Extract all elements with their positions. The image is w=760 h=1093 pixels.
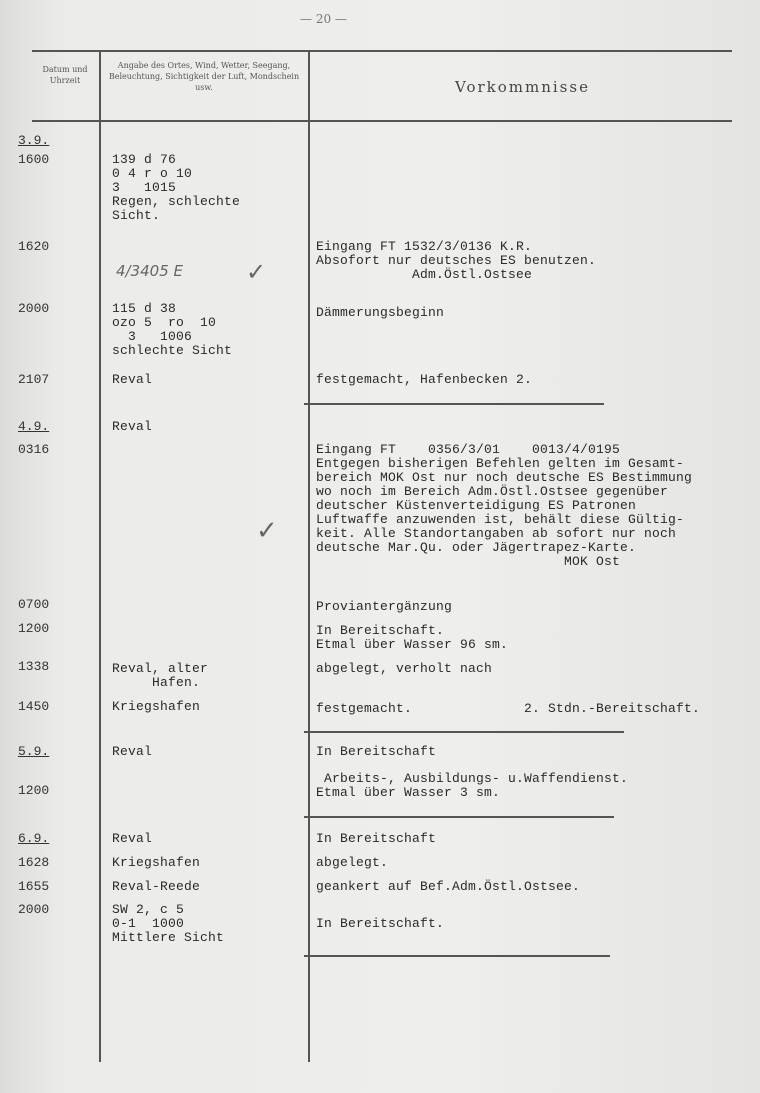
event-text: Proviantergänzung (316, 599, 453, 614)
event-text: abgelegt. (316, 855, 389, 870)
section-rule (304, 403, 604, 405)
event-text: Dämmerungsbeginn (316, 305, 445, 320)
pencil-annotation: 4/3405 E (116, 262, 184, 280)
time-label: 1628 (18, 855, 50, 870)
time-label: 2000 (18, 902, 50, 917)
event-text: abgelegt, verholt nach (316, 661, 493, 676)
time-label: 1200 (18, 783, 50, 798)
event-text: geankert auf Bef.Adm.Östl.Ostsee. (316, 879, 581, 894)
section-rule (304, 816, 614, 818)
column-divider-2 (308, 52, 310, 1062)
time-label: 1338 (18, 659, 50, 674)
event-text: In Bereitschaft. (316, 916, 445, 931)
time-label: 1655 (18, 879, 50, 894)
section-rule (304, 955, 610, 957)
bleed-through (360, 152, 520, 166)
place-weather: Reval-Reede (112, 879, 201, 894)
date-label: 5.9. (18, 744, 50, 759)
place-weather: 139 d 76 0 4 r o 10 3 1015 Regen, schlechte Sicht. (112, 152, 241, 223)
place-weather: 115 d 38 ozo 5 ro 10 3 1006 schlechte Sicht (112, 301, 233, 358)
checkmark-icon: ✓ (246, 258, 267, 286)
place-weather: Reval (112, 744, 153, 759)
date-label: 4.9. (18, 419, 50, 434)
time-label: 1200 (18, 621, 50, 636)
time-label: 2107 (18, 372, 50, 387)
event-text: In Bereitschaft (316, 744, 437, 759)
event-text: Arbeits-, Ausbildungs- u.Waffendienst. Etmal über Wasser 3 sm. (316, 771, 629, 800)
place-weather: Kriegshafen (112, 699, 201, 714)
time-label: 1450 (18, 699, 50, 714)
column-divider-1 (99, 52, 101, 1062)
section-rule (304, 731, 624, 733)
event-text: In Bereitschaft. Etmal über Wasser 96 sm. (316, 623, 509, 652)
event-text: In Bereitschaft (316, 831, 437, 846)
time-label: 0700 (18, 597, 50, 612)
event-text: Eingang FT 1532/3/0136 K.R. Absofort nur deutsches ES benutzen. Adm.Östl.Ostsee (316, 239, 597, 282)
event-text: festgemacht. 2. Stdn.-Bereitschaft. (316, 701, 701, 716)
time-label: 2000 (18, 301, 50, 316)
time-label: 1600 (18, 152, 50, 167)
place-weather: Reval, alter Hafen. (112, 661, 209, 690)
header-place-weather: Angabe des Ortes, Wind, Wetter, Seegang, Beleuchtung, Sichtigkeit der Luft, Mondschein usw. (108, 61, 300, 92)
checkmark-icon: ✓ (256, 516, 278, 546)
header-top-rule (32, 50, 732, 52)
time-label: 0316 (18, 442, 50, 457)
header-date-time: Datum und Uhrzeit (42, 65, 88, 85)
place-weather: Reval (112, 372, 153, 387)
header-events: Vorkommnisse (455, 78, 590, 96)
event-text: festgemacht, Hafenbecken 2. (316, 372, 533, 387)
date-label: 3.9. (18, 133, 50, 148)
place-weather: Reval (112, 831, 153, 846)
event-text: Eingang FT 0356/3/01 0013/4/0195 Entgegen bisherigen Befehlen gelten im Gesamt- bereich MOK Ost nur noch deutsche ES Bestimmung wo noch im Bereich Adm.Östl.Ostsee gegenüber deutscher Küstenverteidigung ES Patronen Luftwaffe anzuwenden ist, behält diese Gültig- keit. Alle Standortangaben ab sofort nur noch deutsche Mar.Qu. oder Jägertrapez-Karte. MOK Ost (316, 442, 693, 569)
place-weather: SW 2, c 5 0-1 1000 Mittlere Sicht (112, 902, 225, 945)
header-bottom-rule (32, 120, 732, 122)
place-weather: Reval (112, 419, 153, 434)
page-number: — 20 — (300, 12, 347, 26)
time-label: 1620 (18, 239, 50, 254)
place-weather: Kriegshafen (112, 855, 201, 870)
date-label: 6.9. (18, 831, 50, 846)
